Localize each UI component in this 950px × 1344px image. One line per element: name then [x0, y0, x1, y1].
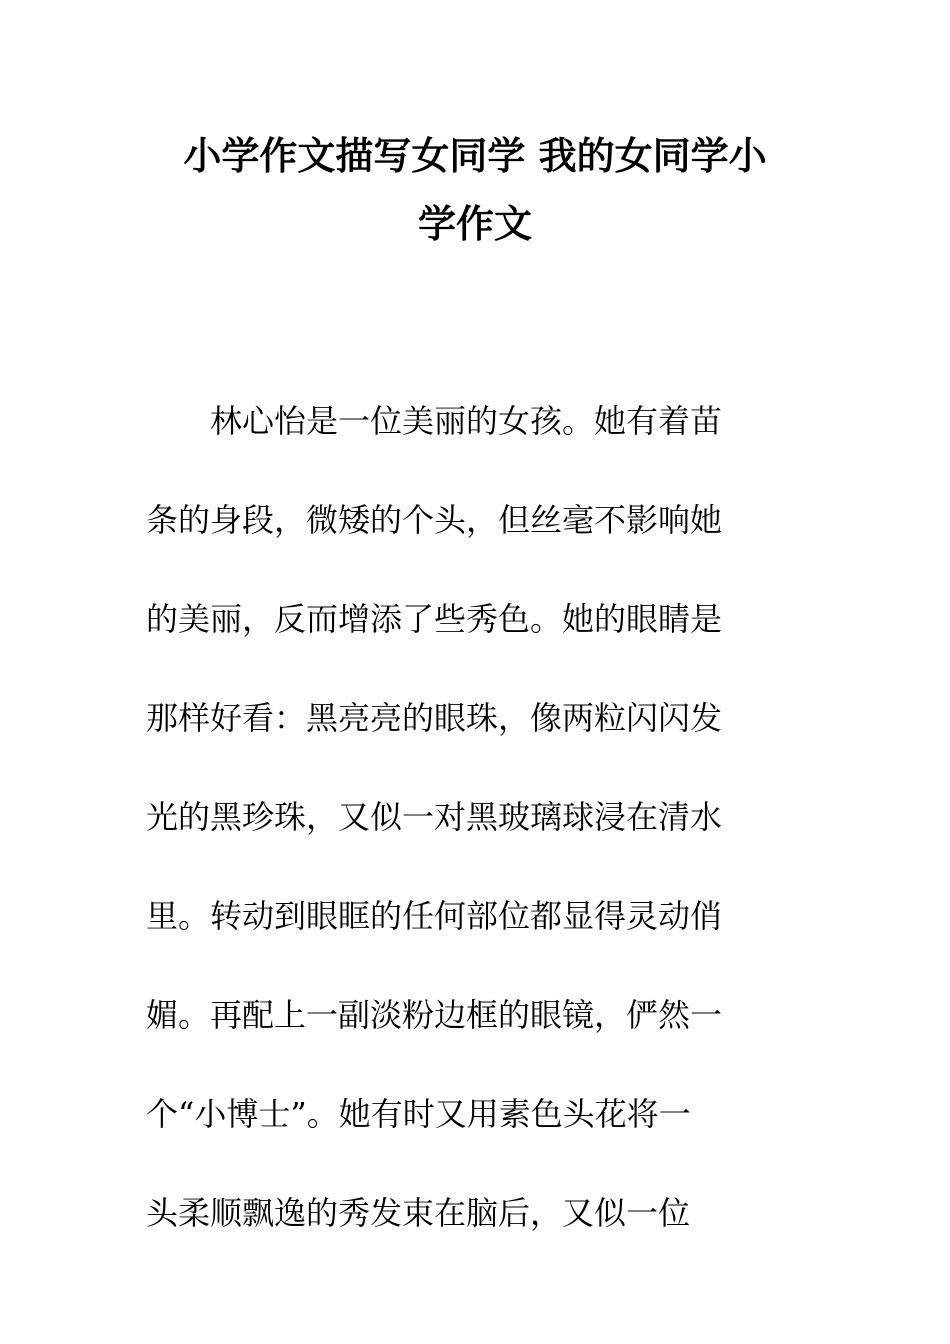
body-line-5: 光的黑珍珠，又似一对黑玻璃球浸在清水	[146, 798, 723, 836]
title-line-1: 小学作文描写女同学 我的女同学小	[183, 133, 767, 178]
body-line-3: 的美丽，反而增添了些秀色。她的眼睛是	[146, 600, 723, 638]
body-line-2: 条的身段，微矮的个头，但丝毫不影响她	[146, 501, 723, 539]
title-line-2: 学作文	[417, 201, 532, 246]
body-line-4: 那样好看：黑亮亮的眼珠，像两粒闪闪发	[146, 699, 723, 737]
body-line-6: 里。转动到眼眶的任何部位都显得灵动俏	[146, 897, 723, 935]
body-line-8: 个“小博士”。她有时又用素色头花将一	[146, 1095, 691, 1133]
document-body	[146, 372, 806, 1263]
document-title	[0, 122, 950, 258]
body-line-9: 头柔顺飘逸的秀发束在脑后，又似一位	[146, 1194, 691, 1232]
body-line-1: 林心怡是一位美丽的女孩。她有着苗	[146, 402, 723, 440]
body-line-7: 媚。再配上一副淡粉边框的眼镜，俨然一	[146, 996, 723, 1034]
